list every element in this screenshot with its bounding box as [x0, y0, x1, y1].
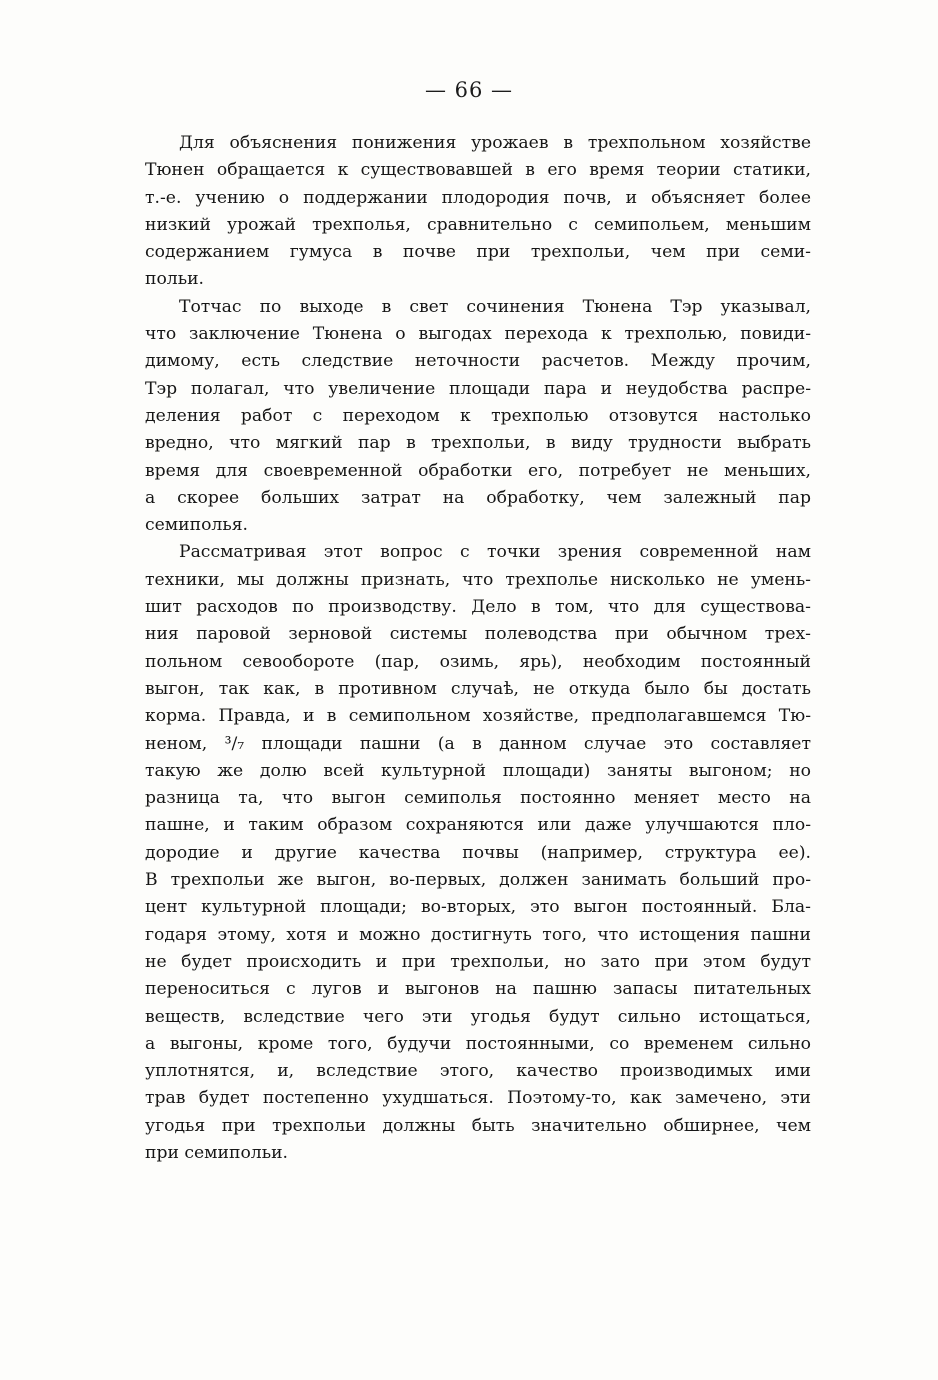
- text-line: корма. Правда, и в семипольном хозяйстве, предполагавшемся Тю-: [145, 706, 811, 727]
- text-line: вредно, что мягкий пар в трехпольи, в виду трудности выбрать: [145, 433, 811, 454]
- text-line: время для своевременной обработки его, потребует не меньших,: [145, 460, 811, 481]
- text-line: Тюнен обращается к существовавшей в его время теории статики,: [145, 160, 811, 181]
- text-line: семиполья.: [145, 515, 249, 536]
- text-line: неном, ³/₇ площади пашни (а в данном случае это составляет: [145, 733, 811, 754]
- text-line: техники, мы должны признать, что трехполье нисколько не умень-: [145, 569, 811, 590]
- text-line: димому, есть следствие неточности расчетов. Между прочим,: [145, 351, 811, 372]
- text-line: что заключение Тюнена о выгодах перехода к трехполью, повиди-: [145, 324, 811, 345]
- text-line: угодья при трехпольи должны быть значительно обширнее, чем: [145, 1115, 811, 1136]
- text-line: Для объяснения понижения урожаев в трехпольном хозяйстве: [179, 133, 811, 153]
- text-line: не будет происходить и при трехпольи, но зато при этом будут: [145, 951, 811, 972]
- text-line: а выгоны, кроме того, будучи постоянными, со временем сильно: [145, 1033, 811, 1054]
- text-line: Тэр полагал, что увеличение площади пара и неудобства распре-: [145, 378, 811, 399]
- paragraph: [145, 539, 811, 1167]
- text-line: польном севообороте (пар, озимь, ярь), необходим постоянный: [145, 651, 811, 672]
- text-line: переноситься с лугов и выгонов на пашню запасы питательных: [145, 979, 811, 1000]
- text-line: такую же долю всей культурной площади) заняты выгоном; но: [145, 760, 811, 781]
- text-line: цент культурной площади; во-вторых, это выгон постоянный. Бла-: [145, 897, 811, 918]
- text-line: трав будет постепенно ухудшаться. Поэтому-то, как замечено, эти: [145, 1088, 811, 1109]
- text-line: годаря этому, хотя и можно достигнуть того, что истощения пашни: [145, 924, 811, 945]
- paragraph: [145, 130, 811, 294]
- text-line: низкий урожай трехполья, сравнительно с семипольем, меньшим: [145, 214, 811, 235]
- text-line: деления работ с переходом к трехполью отзовутся настолько: [145, 405, 811, 426]
- text-line: ния паровой зерновой системы полеводства при обычном трех-: [145, 624, 811, 645]
- text-line: содержанием гумуса в почве при трехпольи, чем при семи-: [145, 242, 811, 263]
- text-line: польи.: [145, 269, 204, 290]
- text-line: при семипольи.: [145, 1142, 288, 1163]
- text-line: т.-е. учению о поддержании плодородия почв, и объясняет более: [145, 187, 811, 208]
- text-line: веществ, вследствие чего эти угодья будут сильно истощаться,: [145, 1006, 811, 1027]
- paragraph: [145, 294, 811, 540]
- text-line: дородие и другие качества почвы (например, структура ее).: [145, 842, 811, 863]
- text-line: выгон, так как, в противном случаѣ, не откуда было бы достать: [145, 678, 811, 699]
- text-line: шит расходов по производству. Дело в том, что для существова-: [145, 597, 811, 618]
- text-line: пашне, и таким образом сохраняются или даже улучшаются пло-: [145, 815, 811, 836]
- text-line: а скорее больших затрат на обработку, чем залежный пар: [145, 487, 811, 508]
- body-text: [145, 130, 811, 1167]
- text-line: В трехпольи же выгон, во-первых, должен занимать больший про-: [145, 870, 811, 891]
- text-line: Рассматривая этот вопрос с точки зрения современной нам: [179, 542, 811, 563]
- text-line: уплотнятся, и, вследствие этого, качество производимых ими: [145, 1061, 811, 1082]
- text-line: Тотчас по выходе в свет сочинения Тюнена Тэр указывал,: [179, 296, 811, 317]
- text-line: разница та, что выгон семиполья постоянно меняет место на: [145, 788, 811, 809]
- page-number: — 66 —: [424, 78, 514, 102]
